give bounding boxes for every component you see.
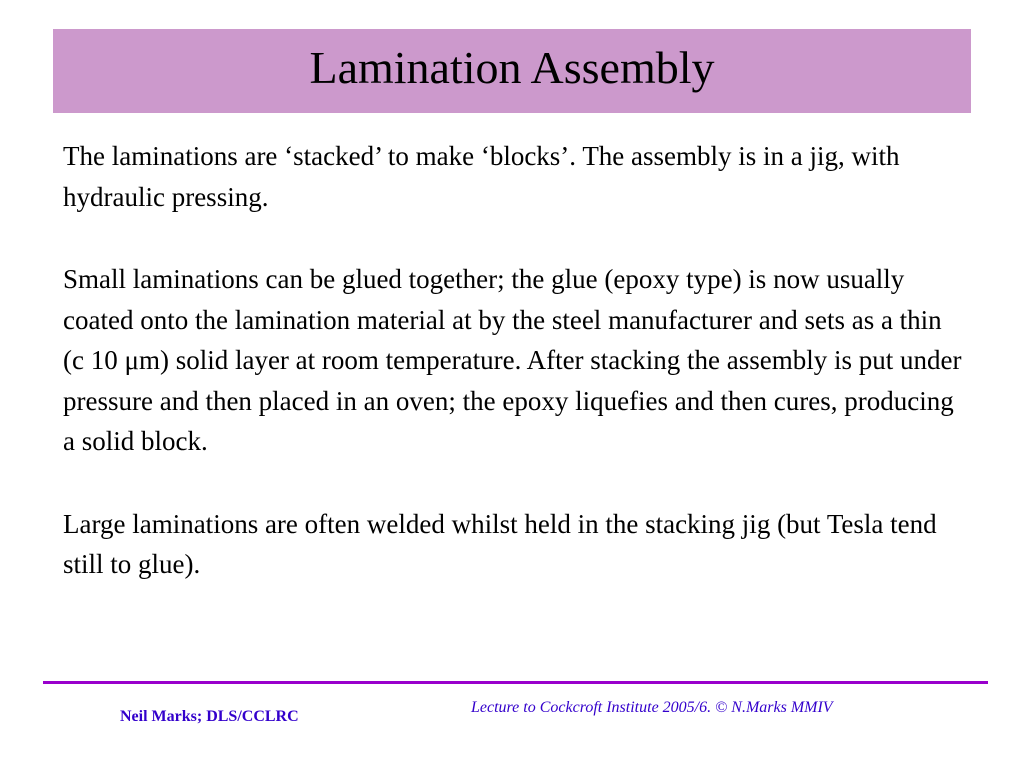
footer-divider [43,681,988,684]
paragraph-welding: Large laminations are often welded whilst held in the stacking jig (but Tesla tend still to glue). [63,508,937,579]
footer-lecture-credit: Lecture to Cockcroft Institute 2005/6. © N.Marks MMIV [471,699,833,716]
footer-author: Neil Marks; DLS/CCLRC [120,708,299,725]
paragraph-gluing: Small laminations can be glued together; the glue (epoxy type) is now usually coated onto the lamination material at by the steel manufacturer and sets as a thin (c 10 μm) solid layer at room temperature. After stacking the assembly is put under pressure and then placed in an oven; the epoxy liquefies and then cures, producing a solid block. [63,264,962,456]
slide-body [63,136,963,585]
title-bar [53,29,971,113]
slide-title: Lamination Assembly [309,42,715,93]
paragraph-stacking: The laminations are ‘stacked’ to make ‘blocks’. The assembly is in a jig, with hydraulic pressing. [63,141,900,212]
